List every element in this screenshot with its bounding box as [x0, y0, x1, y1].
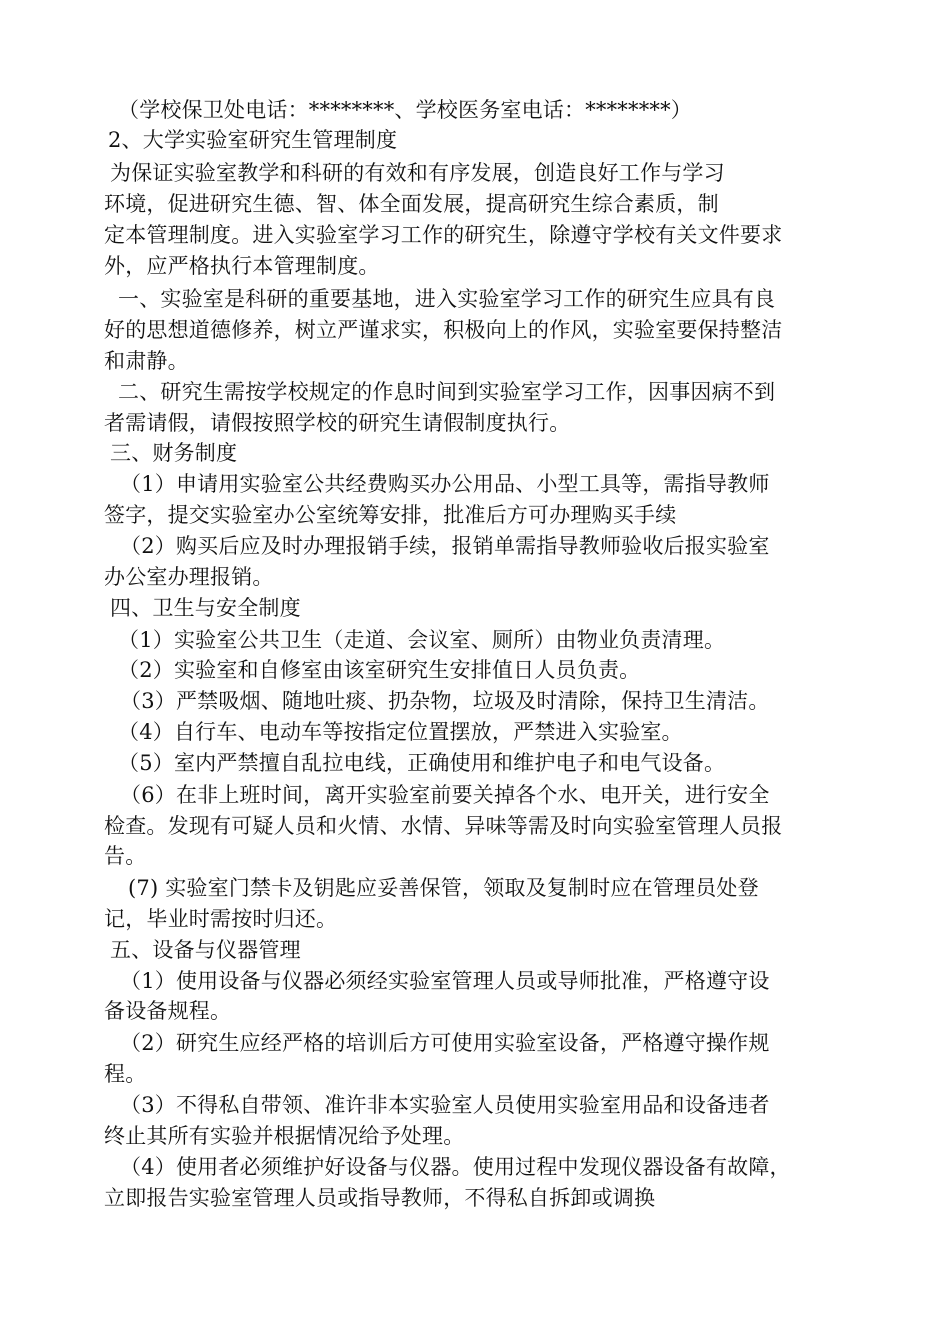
text-line: 环境，促进研究生德、智、体全面发展，提高研究生综合素质，制 — [104, 192, 719, 216]
text-line: （4）使用者必须维护好设备与仪器。使用过程中发现仪器设备有故障， — [120, 1155, 791, 1179]
text-line: 和肃静。 — [104, 349, 189, 373]
text-line: 备设备规程。 — [104, 999, 232, 1023]
text-line: （1）申请用实验室公共经费购买办公用品、小型工具等，需指导教师 — [120, 472, 770, 496]
text-line: 检查。发现有可疑人员和火情、水情、异味等需及时向实验室管理人员报 — [104, 814, 783, 838]
text-line: （5）室内严禁擅自乱拉电线，正确使用和维护电子和电气设备。 — [118, 751, 726, 775]
text-line: (7) 实验室门禁卡及钥匙应妥善保管，领取及复制时应在管理员处登 — [128, 876, 759, 900]
text-line: （3）严禁吸烟、随地吐痰、扔杂物，垃圾及时清除，保持卫生清洁。 — [120, 689, 770, 713]
section-heading: 四、卫生与安全制度 — [110, 596, 301, 620]
text-line: 记，毕业时需按时归还。 — [104, 907, 338, 931]
text-line: 立即报告实验室管理人员或指导教师，不得私自拆卸或调换 — [104, 1186, 656, 1210]
section-heading: 2、大学实验室研究生管理制度 — [108, 128, 398, 152]
text-line: 为保证实验室教学和科研的有效和有序发展，创造良好工作与学习 — [110, 161, 725, 185]
text-line: 签字，提交实验室办公室统筹安排，批准后方可办理购买手续 — [104, 503, 677, 527]
text-line: 外，应严格执行本管理制度。 — [104, 254, 380, 278]
text-line: 者需请假，请假按照学校的研究生请假制度执行。 — [104, 411, 571, 435]
text-line: （学校保卫处电话：********、学校医务室电话：********） — [118, 98, 692, 122]
text-line: （2）实验室和自修室由该室研究生安排值日人员负责。 — [118, 658, 641, 682]
text-line: （1）使用设备与仪器必须经实验室管理人员或导师批准，严格遵守设 — [120, 969, 770, 993]
text-line: （2）研究生应经严格的培训后方可使用实验室设备，严格遵守操作规 — [120, 1031, 770, 1055]
text-line: （6）在非上班时间，离开实验室前要关掉各个水、电开关，进行安全 — [120, 783, 770, 807]
text-line: （1）实验室公共卫生（走道、会议室、厕所）由物业负责清理。 — [118, 628, 726, 652]
text-line: 好的思想道德修养，树立严谨求实，积极向上的作风，实验室要保持整洁 — [104, 318, 783, 342]
section-heading: 五、设备与仪器管理 — [110, 938, 301, 962]
text-line: 二、研究生需按学校规定的作息时间到实验室学习工作，因事因病不到 — [118, 380, 776, 404]
text-line: 一、实验室是科研的重要基地，进入实验室学习工作的研究生应具有良 — [118, 287, 776, 311]
text-line: （2）购买后应及时办理报销手续，报销单需指导教师验收后报实验室 — [120, 534, 770, 558]
text-line: 终止其所有实验并根据情况给予处理。 — [104, 1124, 465, 1148]
text-line: 程。 — [104, 1062, 147, 1086]
section-heading: 三、财务制度 — [110, 441, 238, 465]
text-line: 办公室办理报销。 — [104, 565, 274, 589]
text-line: 告。 — [104, 844, 147, 868]
text-line: （4）自行车、电动车等按指定位置摆放，严禁进入实验室。 — [118, 720, 683, 744]
text-line: 定本管理制度。进入实验室学习工作的研究生，除遵守学校有关文件要求 — [104, 223, 783, 247]
text-line: （3）不得私自带领、准许非本实验室人员使用实验室用品和设备违者 — [120, 1093, 770, 1117]
